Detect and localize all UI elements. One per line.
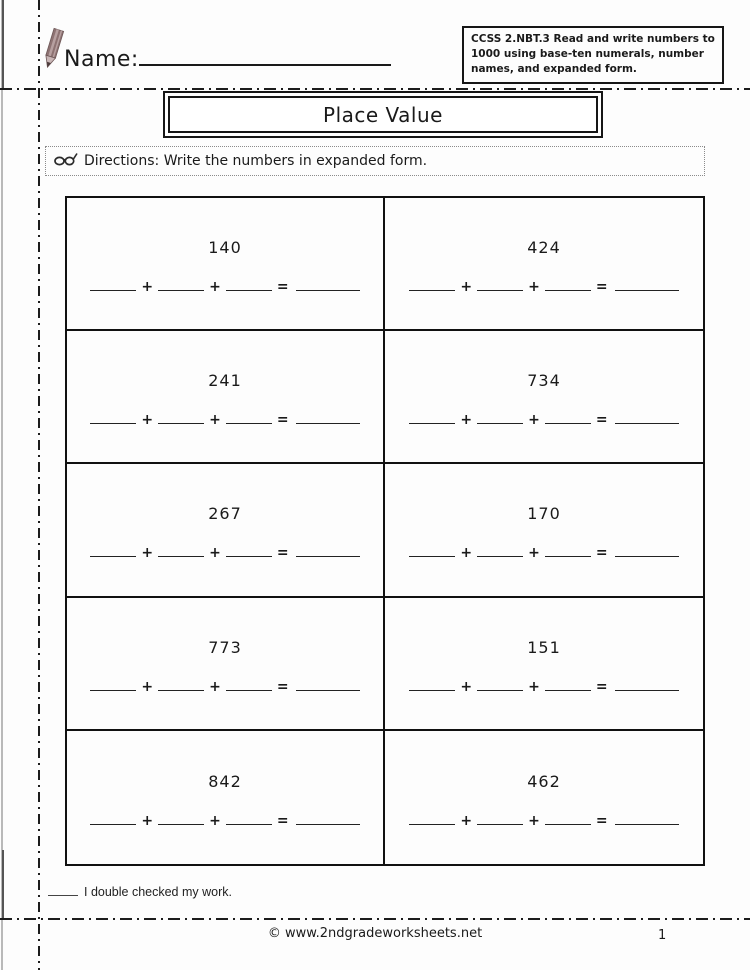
blank-tens (158, 811, 204, 825)
equals-sign: = (276, 412, 289, 429)
blank-ones (226, 677, 272, 691)
double-check-row (48, 884, 232, 899)
plus-sign: + (528, 545, 540, 562)
equals-sign: = (276, 678, 289, 695)
plus-sign: + (141, 279, 154, 296)
plus-sign: + (528, 279, 540, 296)
problem-number: 462 (527, 771, 561, 791)
problem-number: 734 (527, 371, 561, 391)
problem-cell (67, 331, 385, 464)
problem-number: 151 (527, 637, 561, 657)
equals-sign: = (595, 678, 608, 695)
blank-answer (615, 677, 679, 691)
expanded-form-blanks (85, 410, 364, 428)
blank-ones (226, 543, 272, 557)
problem-number: 773 (208, 637, 242, 657)
horizontal-cut-line-top (0, 88, 750, 90)
blank-hundreds (409, 277, 455, 291)
expanded-form-blanks (85, 811, 364, 829)
blank-hundreds (90, 543, 136, 557)
expanded-form-blanks (85, 277, 364, 295)
blank-tens (477, 277, 523, 291)
blank-tens (477, 543, 523, 557)
expanded-form-blanks (404, 811, 683, 829)
page-edge-line (1, 0, 3, 970)
blank-answer (296, 410, 360, 424)
problem-cell (67, 731, 385, 864)
blank-hundreds (409, 677, 455, 691)
blank-ones (226, 410, 272, 424)
problem-number: 842 (208, 771, 242, 791)
name-row (64, 42, 391, 72)
blank-ones (545, 410, 591, 424)
blank-answer (296, 543, 360, 557)
problem-number: 424 (527, 238, 561, 258)
equals-sign: = (595, 279, 608, 296)
blank-answer (615, 811, 679, 825)
blank-ones (545, 811, 591, 825)
problem-cell (385, 598, 703, 731)
blank-hundreds (90, 410, 136, 424)
equals-sign: = (276, 279, 289, 296)
blank-ones (545, 277, 591, 291)
expanded-form-blanks (404, 410, 683, 428)
plus-sign: + (209, 678, 221, 695)
plus-sign: + (460, 545, 473, 562)
problem-number: 267 (208, 504, 242, 524)
blank-hundreds (409, 543, 455, 557)
blank-answer (615, 543, 679, 557)
page-edge-line-bottom (2, 850, 4, 918)
problem-cell (385, 331, 703, 464)
blank-answer (296, 277, 360, 291)
expanded-form-blanks (404, 677, 683, 695)
problem-number: 170 (527, 504, 561, 524)
pencil-icon (40, 27, 66, 75)
footer-credit: © www.2ndgradeworksheets.net (267, 926, 483, 941)
page-edge-line-top (2, 0, 4, 88)
check-note-text: I double checked my work. (84, 885, 232, 899)
equals-sign: = (276, 545, 289, 562)
directions-text: Directions: Write the numbers in expanded form. (84, 153, 428, 169)
equals-sign: = (276, 812, 289, 829)
problem-cell (67, 598, 385, 731)
problems-grid (65, 196, 705, 866)
expanded-form-blanks (404, 277, 683, 295)
problem-number: 140 (208, 238, 242, 258)
equals-sign: = (595, 812, 608, 829)
blank-tens (158, 543, 204, 557)
plus-sign: + (209, 812, 221, 829)
equals-sign: = (595, 545, 608, 562)
plus-sign: + (460, 678, 473, 695)
blank-hundreds (90, 677, 136, 691)
plus-sign: + (141, 812, 154, 829)
problem-cell (385, 464, 703, 597)
blank-hundreds (409, 811, 455, 825)
blank-ones (545, 543, 591, 557)
blank-hundreds (90, 811, 136, 825)
blank-hundreds (409, 410, 455, 424)
equals-sign: = (595, 412, 608, 429)
blank-answer (296, 811, 360, 825)
blank-tens (158, 410, 204, 424)
page-number: 1 (658, 928, 667, 943)
blank-answer (296, 677, 360, 691)
expanded-form-blanks (404, 543, 683, 561)
name-blank-line (139, 42, 391, 66)
blank-tens (477, 811, 523, 825)
page-title: Place Value (168, 96, 598, 133)
ccss-standard-box (462, 26, 724, 84)
title-box (163, 91, 603, 138)
plus-sign: + (528, 812, 540, 829)
plus-sign: + (209, 545, 221, 562)
blank-answer (615, 410, 679, 424)
plus-sign: + (528, 412, 540, 429)
blank-ones (226, 277, 272, 291)
blank-tens (477, 677, 523, 691)
blank-tens (158, 277, 204, 291)
blank-ones (226, 811, 272, 825)
problem-cell (67, 198, 385, 331)
vertical-cut-line (38, 0, 40, 970)
glasses-icon (54, 152, 78, 170)
plus-sign: + (209, 279, 221, 296)
blank-answer (615, 277, 679, 291)
expanded-form-blanks (85, 677, 364, 695)
problem-cell (385, 198, 703, 331)
expanded-form-blanks (85, 543, 364, 561)
plus-sign: + (460, 812, 473, 829)
plus-sign: + (460, 412, 473, 429)
plus-sign: + (528, 678, 540, 695)
plus-sign: + (141, 678, 154, 695)
plus-sign: + (209, 412, 221, 429)
blank-hundreds (90, 277, 136, 291)
problem-cell (67, 464, 385, 597)
plus-sign: + (460, 279, 473, 296)
problem-number: 241 (208, 371, 242, 391)
problem-cell (385, 731, 703, 864)
blank-ones (545, 677, 591, 691)
name-label: Name: (64, 47, 139, 72)
blank-tens (477, 410, 523, 424)
check-blank-line (48, 884, 78, 896)
ccss-standard-text: CCSS 2.NBT.3 Read and write numbers to 1000 using base-ten numerals, number names, and expanded form. (471, 33, 715, 76)
plus-sign: + (141, 545, 154, 562)
plus-sign: + (141, 412, 154, 429)
blank-tens (158, 677, 204, 691)
directions-box (45, 146, 705, 176)
horizontal-cut-line-bottom (0, 918, 750, 920)
